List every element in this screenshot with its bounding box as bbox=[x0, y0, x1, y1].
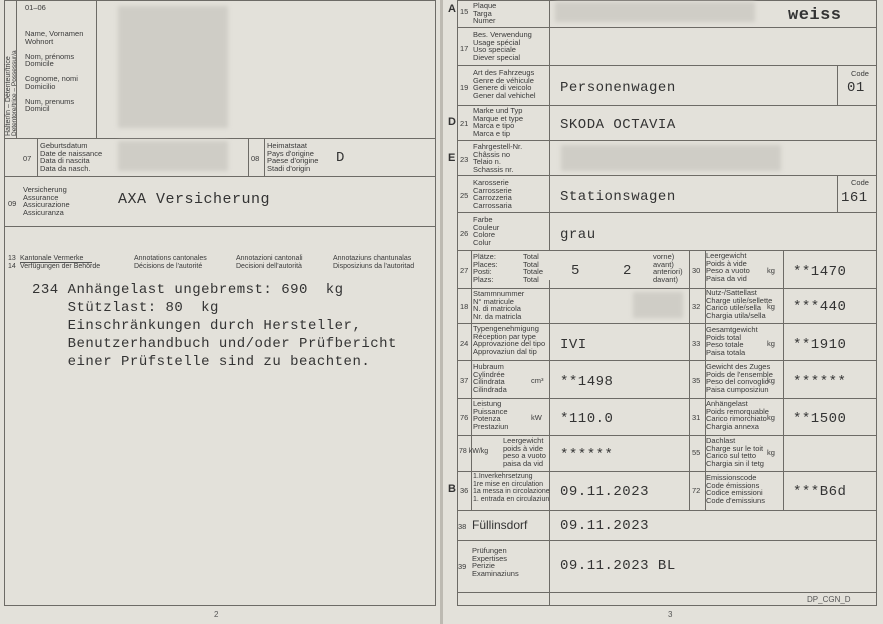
field-08-labels: Heimatstaat Pays d'origine Paese d'origine Stadi d'origin bbox=[267, 141, 319, 173]
insurance-value: AXA Versicherung bbox=[118, 191, 271, 208]
field-30-labels: Leergewicht Poids à vide Peso a vuoto Paisa da vid bbox=[706, 251, 750, 283]
field-33-number: 33 bbox=[692, 339, 701, 348]
field-18-labels: Stammnummer N° matricule N. di matricola Nr. da matricla bbox=[473, 289, 525, 321]
field-55-unit: kg bbox=[767, 448, 775, 457]
field-21-number: 21 bbox=[460, 119, 469, 128]
empty-weight-value: **1470 bbox=[793, 264, 847, 280]
right-page bbox=[443, 0, 883, 624]
vehicle-type-code: 01 bbox=[847, 80, 865, 96]
field-36-letter: B bbox=[448, 483, 456, 495]
form-code: DP_CGN_D bbox=[807, 595, 851, 604]
field-32-number: 32 bbox=[692, 302, 701, 311]
field-15-number: 15 bbox=[460, 7, 469, 16]
office-place: Füllinsdorf bbox=[472, 518, 528, 532]
field-21-labels: Marke und Typ Marque et type Marca e tipo Marca e tip bbox=[473, 106, 524, 138]
emission-code-value: ***B6d bbox=[793, 484, 847, 500]
field-55-labels: Dachlast Charge sur le toit Carico sul tetto Chargia sin il tetg bbox=[706, 436, 764, 468]
field-36-number: 36 bbox=[460, 486, 469, 495]
field-21-letter: D bbox=[448, 116, 456, 128]
field-17-labels: Bes. Verwendung Usage spécial Uso speciale Diever special bbox=[473, 30, 532, 62]
redacted-birthdate bbox=[118, 141, 228, 171]
type-approval-value: IVI bbox=[560, 337, 587, 353]
field-31-unit: kg bbox=[767, 413, 775, 422]
field-37-unit: cm³ bbox=[531, 376, 544, 385]
notes-line-5: einer Prüfstelle sind zu beachten. bbox=[32, 354, 371, 370]
field-08-number: 08 bbox=[251, 154, 260, 163]
power-weight-value: ****** bbox=[560, 447, 614, 463]
field-26-labels: Farbe Couleur Colore Colur bbox=[473, 215, 500, 247]
seats-front-value: 2 bbox=[623, 263, 632, 279]
payload-value: ***440 bbox=[793, 299, 847, 315]
make-model-value: SKODA OCTAVIA bbox=[560, 117, 676, 133]
displacement-value: **1498 bbox=[560, 374, 614, 390]
field-18-number: 18 bbox=[460, 302, 469, 311]
redacted-chassis bbox=[561, 145, 781, 171]
field-15-labels: Plaque Targa Numer bbox=[473, 1, 497, 25]
field-35-unit: kg bbox=[767, 376, 775, 385]
field-76-labels: Leistung Puissance Potenza Prestaziun bbox=[473, 399, 509, 431]
field-24-number: 24 bbox=[460, 339, 469, 348]
field-27-number: 27 bbox=[460, 266, 469, 275]
field-23-letter: E bbox=[448, 152, 456, 164]
field-72-number: 72 bbox=[692, 486, 701, 495]
notes-line-4: Benutzerhandbuch und/oder Prüfbericht bbox=[32, 336, 397, 352]
notes-head-de: Kantonale Vermerke Verfügungen der Behörde bbox=[20, 255, 101, 270]
field-38-number: 38 bbox=[458, 522, 467, 531]
notes-line-3: Einschränkungen durch Hersteller, bbox=[32, 318, 362, 334]
color-value: grau bbox=[560, 227, 596, 243]
field-19-labels: Art des Fahrzeugs Genre de véhicule Genere di veicolo Gener dal vehichel bbox=[473, 68, 536, 100]
field-76-number: 76 bbox=[460, 413, 469, 422]
field-15-letter: A bbox=[448, 3, 456, 15]
field-31-labels: Anhängelast Poids remorquable Carico rimorchiato Chargia annexa bbox=[706, 399, 769, 431]
field-08-value: D bbox=[336, 150, 345, 166]
field-32-unit: kg bbox=[767, 302, 775, 311]
field-37-number: 37 bbox=[460, 376, 469, 385]
total-weight-value: **1910 bbox=[793, 337, 847, 353]
seats-total-value: 5 bbox=[571, 263, 580, 279]
train-weight-value: ****** bbox=[793, 374, 847, 390]
notes-line-1: 234 Anhängelast ungebremst: 690 kg bbox=[32, 282, 344, 298]
field-78-number: 78 kW/kg bbox=[459, 448, 489, 455]
field-01-number: 01–06 bbox=[25, 3, 46, 12]
field-32-labels: Nutz-/Sattellast Charge utile/sellette Carico utile/sella Chargia utila/sella bbox=[706, 288, 773, 320]
page-number-left: 2 bbox=[214, 610, 219, 619]
body-type-code: 161 bbox=[841, 190, 868, 206]
redacted-holder-name bbox=[118, 6, 228, 128]
field-25-code-label: Code bbox=[851, 178, 869, 187]
first-registration-value: 09.11.2023 bbox=[560, 484, 650, 500]
field-35-number: 35 bbox=[692, 376, 701, 385]
notes-line-2: Stützlast: 80 kg bbox=[32, 300, 219, 316]
field-36-labels: 1.Inverkehrsetzung 1re mise en circulation 1a messa in circolazione 1. entrada en circulaziun bbox=[473, 473, 550, 503]
field-33-labels: Gesamtgewicht Poids total Peso totale Paisa totala bbox=[706, 325, 758, 357]
page-number-right: 3 bbox=[668, 610, 673, 619]
field-07-number: 07 bbox=[23, 154, 32, 163]
issue-date-value: 09.11.2023 bbox=[560, 518, 650, 534]
notes-head-fr: Annotations cantonales Décisions de l'autorité bbox=[134, 255, 207, 270]
field-78-labels: Leergewicht poids à vide peso a vuoto paisa da vid bbox=[503, 436, 546, 468]
field-33-unit: kg bbox=[767, 339, 775, 348]
holder-vertical-label-1: Halter/in – Détenteur/trice bbox=[5, 56, 12, 136]
field-27-labels: Plätze: Places: Posti: Plazs: bbox=[473, 252, 498, 284]
field-37-labels: Hubraum Cylindrée Cilindrata Cilindrada bbox=[473, 362, 507, 394]
field-26-number: 26 bbox=[460, 229, 469, 238]
field-39-labels: Prüfungen Expertises Perizie Examinaziuns bbox=[472, 546, 519, 578]
field-27-labels-total: Total Total Totale Total bbox=[523, 252, 544, 284]
field-25-labels: Karosserie Carrosserie Carrozzeria Carrossaria bbox=[473, 178, 512, 210]
field-55-number: 55 bbox=[692, 448, 701, 457]
holder-vertical-label-2: Detentore/trice – Possessur/a bbox=[11, 50, 18, 136]
field-23-labels: Fahrgestell-Nr. Châssis no Telaio n. Schassis nr. bbox=[473, 142, 523, 174]
field-24-labels: Typengenehmigung Réception par type Approvazione del tipo Approvaziun dal tip bbox=[473, 324, 546, 356]
left-page bbox=[0, 0, 440, 624]
field-39-number: 39 bbox=[458, 562, 467, 571]
field-31-number: 31 bbox=[692, 413, 701, 422]
field-30-unit: kg bbox=[767, 266, 775, 275]
field-76-unit: kW bbox=[531, 413, 542, 422]
field-14-number: 14 bbox=[8, 263, 16, 270]
field-30-number: 30 bbox=[692, 266, 701, 275]
inspection-value: 09.11.2023 BL bbox=[560, 558, 676, 574]
field-07-labels: Geburtsdatum Date de naissance Data di nascita Data da nasch. bbox=[40, 141, 103, 173]
field-23-number: 23 bbox=[460, 155, 469, 164]
field-09-number: 09 bbox=[8, 199, 17, 208]
vehicle-type-value: Personenwagen bbox=[560, 80, 676, 96]
notes-head-rm: Annotaziuns chantunalas Disposiziuns da l'autoritad bbox=[333, 255, 415, 270]
field-35-labels: Gewicht des Zuges Poids de l'ensemble Peso del convoglio Paisa cumposiziun bbox=[706, 362, 773, 394]
field-25-number: 25 bbox=[460, 191, 469, 200]
towing-weight-value: **1500 bbox=[793, 411, 847, 427]
name-labels: Name, Vornamen Wohnort Nom, prénoms Domicile Cognome, nomi Domicilio Num, prenums Domicil bbox=[25, 29, 84, 113]
redacted-matriculation bbox=[633, 292, 683, 318]
field-19-number: 19 bbox=[460, 83, 469, 92]
redacted-plate bbox=[555, 2, 755, 22]
power-value: *110.0 bbox=[560, 411, 614, 427]
field-13-number: 13 bbox=[8, 255, 16, 262]
field-17-number: 17 bbox=[460, 44, 469, 53]
plate-color-value: weiss bbox=[788, 6, 842, 25]
body-type-value: Stationswagen bbox=[560, 189, 676, 205]
field-09-labels: Versicherung Assurance Assicurazione Assicuranza bbox=[23, 185, 70, 217]
field-27-labels-front: vorne) avant) anteriori) davant) bbox=[653, 252, 683, 284]
notes-head-it: Annotazioni cantonali Decisioni dell'autorità bbox=[236, 255, 303, 270]
field-19-code-label: Code bbox=[851, 69, 869, 78]
field-72-labels: Emissionscode Code émissions Codice emissioni Code d'emissiuns bbox=[706, 473, 765, 505]
